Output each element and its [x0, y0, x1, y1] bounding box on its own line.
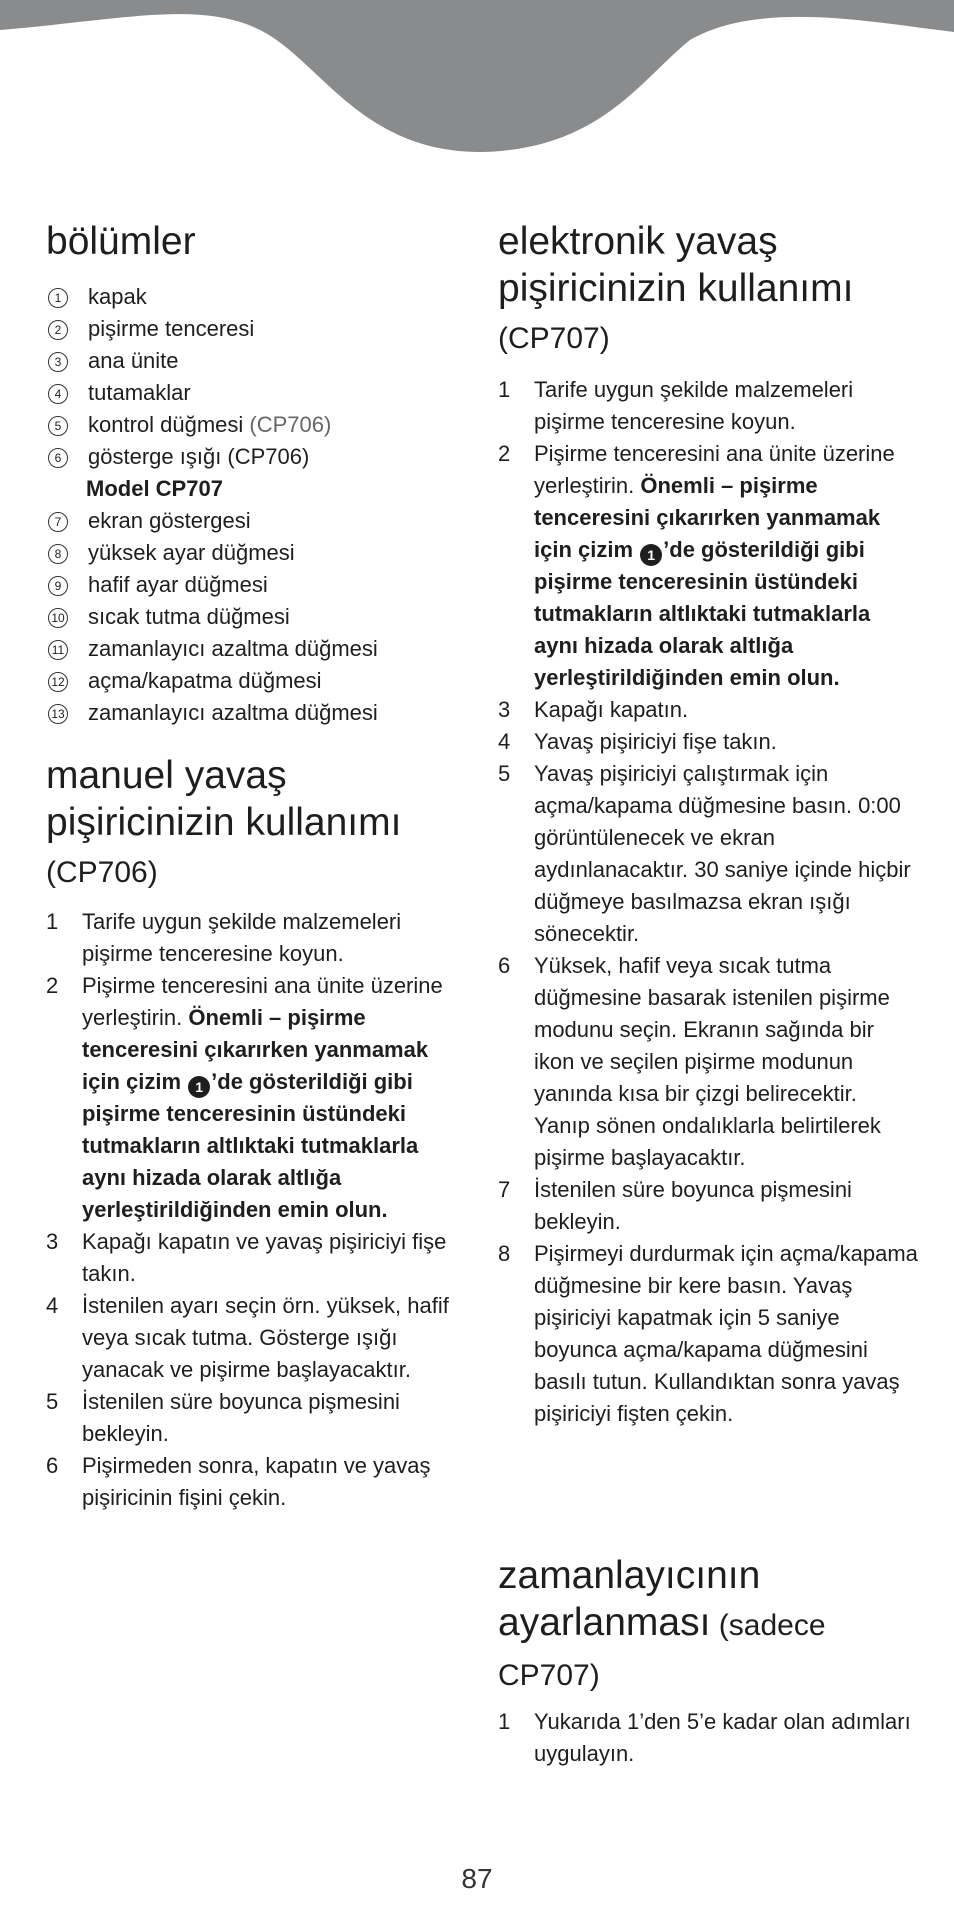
list-item: 2 Pişirme tenceresini ana ünite üzerine yerleştirin. Önemli – pişirme tenceresini çıkarırken yanmamak için çizim 1 ’de gösterildiği gibi pişirme tenceresinin üstündeki tutmakların altlıktaki tutmaklarla aynı hizada olarak altlığa yerleştirildiğinden emin olun. [498, 441, 895, 690]
list-item: 3 Kapağı kapatın. [498, 697, 689, 722]
item-number: 8 [48, 544, 68, 564]
list-item: 10 sıcak tutma düğmesi [46, 601, 466, 633]
item-number: 5 [48, 416, 68, 436]
manual-steps [46, 906, 456, 1514]
parts-heading: bölümler [46, 220, 196, 263]
item-number [48, 480, 66, 498]
list-item: 6 Pişirmeden sonra, kapatın ve yavaş pişiricinin fişini çekin. [46, 1453, 431, 1510]
list-item: 5 kontrol düğmesi (CP706) [46, 409, 466, 441]
item-number: 9 [48, 576, 68, 596]
list-item: 1 Tarife uygun şekilde malzemeleri pişirme tenceresine koyun. [46, 909, 402, 966]
list-item: 5 İstenilen süre boyunca pişmesini bekleyin. [46, 1389, 400, 1446]
list-item: 9 hafif ayar düğmesi [46, 569, 466, 601]
item-number: 6 [48, 448, 68, 468]
page-number: 87 [461, 1863, 493, 1894]
list-item: 13 zamanlayıcı azaltma düğmesi [46, 697, 466, 729]
list-item [46, 473, 466, 505]
list-item: 3 Kapağı kapatın ve yavaş pişiriciyi fişe takın. [46, 1229, 447, 1286]
list-item: 2 pişirme tenceresi [46, 313, 466, 345]
item-number: 11 [48, 640, 68, 660]
item-number: 4 [48, 384, 68, 404]
figure-1-icon: 1 [640, 544, 662, 566]
electronic-steps [498, 374, 918, 1430]
manual-heading: manuel yavaş pişiricinizin kullanımı (CP706) [46, 754, 402, 889]
list-item: 12 açma/kapatma düğmesi [46, 665, 466, 697]
list-item: 3 ana ünite [46, 345, 466, 377]
list-item: 2 Pişirme tenceresini ana ünite üzerine yerleştirin. Önemli – pişirme tenceresini çıkarırken yanmamak için çizim 1 ’de gösterildiği gibi pişirme tenceresinin üstündeki tutmakların altlıktaki tutmaklarla aynı hizada olarak altlığa yerleştirildiğinden emin olun. [46, 973, 443, 1222]
list-item: 4 tutamaklar [46, 377, 466, 409]
item-number: 12 [48, 672, 68, 692]
timer-heading: zamanlayıcının ayarlanması (sadece CP707) [498, 1554, 826, 1692]
list-item: 1 kapak [46, 281, 466, 313]
model-label: Model CP707 [86, 476, 223, 501]
item-number: 2 [48, 320, 68, 340]
item-number: 3 [48, 352, 68, 372]
item-number: 7 [48, 512, 68, 532]
figure-1-icon: 1 [188, 1076, 210, 1098]
list-item: 6 gösterge ışığı (CP706) [46, 441, 466, 473]
timer-steps [498, 1706, 918, 1770]
item-number: 1 [48, 288, 68, 308]
list-item: 1 Tarife uygun şekilde malzemeleri pişirme tenceresine koyun. [498, 377, 854, 434]
header-wave-decoration [0, 0, 954, 160]
list-item: 7 ekran göstergesi [46, 505, 466, 537]
list-item: 7 İstenilen süre boyunca pişmesini bekleyin. [498, 1177, 852, 1234]
list-item: 5 Yavaş pişiriciyi çalıştırmak için açma/kapama düğmesine basın. 0:00 görüntülenecek ve ekran aydınlanacaktır. 30 saniye içinde hiçbir düğmeye basılmazsa ekran ışığı sönecektir. [498, 761, 911, 946]
list-item: 8 Pişirmeyi durdurmak için açma/kapama düğmesine bir kere basın. Yavaş pişiriciyi kapatmak için 5 saniye boyunca açma/kapama düğmesini basılı tutun. Kullandıktan sonra yavaş pişiriciyi fişten çekin. [498, 1241, 918, 1426]
list-item: 11 zamanlayıcı azaltma düğmesi [46, 633, 466, 665]
electronic-heading: elektronik yavaş pişiricinizin kullanımı (CP707) [498, 220, 854, 355]
item-number: 13 [48, 704, 68, 724]
list-item: 4 Yavaş pişiriciyi fişe takın. [498, 729, 777, 754]
list-item: 4 İstenilen ayarı seçin örn. yüksek, hafif veya sıcak tutma. Gösterge ışığı yanacak ve pişirme başlayacaktır. [46, 1293, 449, 1382]
item-number: 10 [48, 608, 68, 628]
list-item: 8 yüksek ayar düğmesi [46, 537, 466, 569]
list-item: 1 Yukarıda 1’den 5’e kadar olan adımları uygulayın. [498, 1709, 911, 1766]
list-item: 6 Yüksek, hafif veya sıcak tutma düğmesine basarak istenilen pişirme modunu seçin. Ekranın sağında bir ikon ve seçilen pişirme modunun yanında kısa bir çizgi belirecektir. Yanıp sönen ondalıklarla belirtilerek pişirme başlayacaktır. [498, 953, 890, 1170]
parts-list [46, 281, 466, 729]
